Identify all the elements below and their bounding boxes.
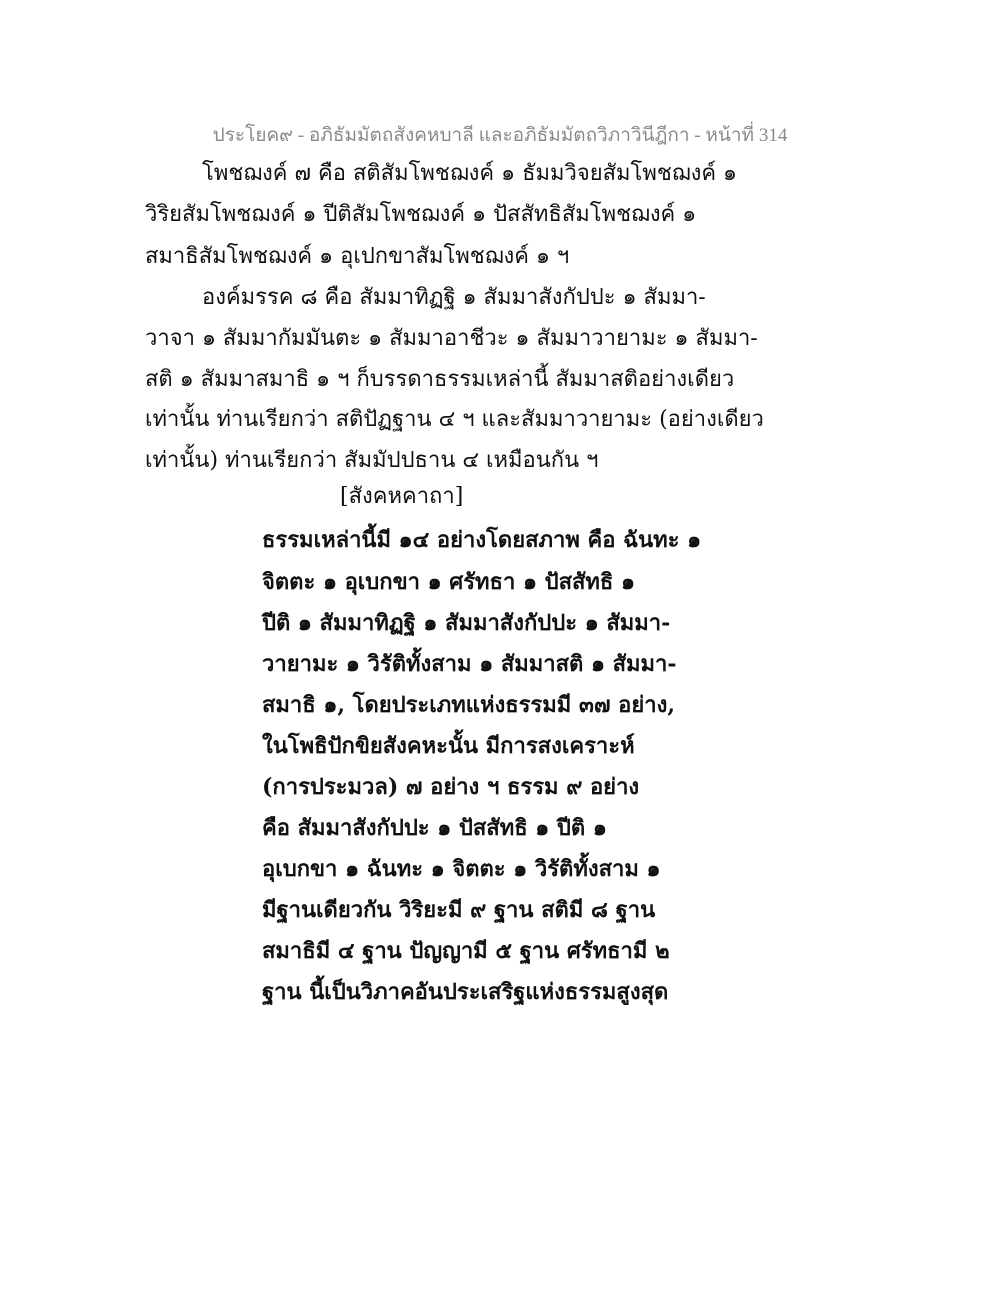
verse-line: ฐาน นี้เป็นวิภาคอันประเสริฐแห่งธรรมสูงสุด bbox=[262, 979, 669, 1005]
body-line: วาจา ๑ สัมมากัมมันตะ ๑ สัมมาอาชีวะ ๑ สัมมาวายามะ ๑ สัมมา- bbox=[145, 326, 758, 351]
page-header: ประโยค๙ - อภิธัมมัตถสังคหบาลี และอภิธัมมัตถวิภาวินีฎีกา - หน้าที่ 314 bbox=[212, 125, 788, 146]
verse-line: คือ สัมมาสังกัปปะ ๑ ปัสสัทธิ ๑ ปีติ ๑ bbox=[262, 815, 607, 841]
section-heading: [สังคหคาถา] bbox=[340, 484, 464, 509]
verse-line: วายามะ ๑ วิรัติทั้งสาม ๑ สัมมาสติ ๑ สัมมา- bbox=[262, 651, 677, 677]
verse-line: ในโพธิปักขิยสังคหะนั้น มีการสงเคราะห์ bbox=[262, 733, 635, 759]
body-line: เท่านั้น) ท่านเรียกว่า สัมมัปปธาน ๔ เหมือนกัน ฯ bbox=[145, 448, 599, 473]
body-line: โพชฌงค์ ๗ คือ สติสัมโพชฌงค์ ๑ ธัมมวิจยสัมโพชฌงค์ ๑ bbox=[202, 161, 738, 186]
body-line: สมาธิสัมโพชฌงค์ ๑ อุเปกขาสัมโพชฌงค์ ๑ ฯ bbox=[145, 244, 570, 269]
body-line: วิริยสัมโพชฌงค์ ๑ ปีติสัมโพชฌงค์ ๑ ปัสสัทธิสัมโพชฌงค์ ๑ bbox=[145, 202, 697, 227]
verse-line: ธรรมเหล่านี้มี ๑๔ อย่างโดยสภาพ คือ ฉันทะ ๑ bbox=[262, 527, 702, 553]
verse-line: อุเบกขา ๑ ฉันทะ ๑ จิตตะ ๑ วิรัติทั้งสาม ๑ bbox=[262, 856, 661, 882]
verse-line: มีฐานเดียวกัน วิริยะมี ๙ ฐาน สติมี ๘ ฐาน bbox=[262, 897, 656, 923]
verse-line: จิตตะ ๑ อุเบกขา ๑ ศรัทธา ๑ ปัสสัทธิ ๑ bbox=[262, 569, 635, 595]
verse-line: สมาธิมี ๔ ฐาน ปัญญามี ๕ ฐาน ศรัทธามี ๒ bbox=[262, 938, 670, 964]
verse-line: สมาธิ ๑, โดยประเภทแห่งธรรมมี ๓๗ อย่าง, bbox=[262, 692, 676, 718]
body-line: เท่านั้น ท่านเรียกว่า สติปัฏฐาน ๔ ฯ และสัมมาวายามะ (อย่างเดียว bbox=[145, 407, 764, 432]
body-line: สติ ๑ สัมมาสมาธิ ๑ ฯ ก็บรรดาธรรมเหล่านี้ สัมมาสติอย่างเดียว bbox=[145, 367, 735, 392]
verse-line: ปีติ ๑ สัมมาทิฏฐิ ๑ สัมมาสังกัปปะ ๑ สัมมา- bbox=[262, 610, 671, 636]
body-line: องค์มรรค ๘ คือ สัมมาทิฏฐิ ๑ สัมมาสังกัปปะ ๑ สัมมา- bbox=[202, 285, 706, 310]
verse-line: (การประมวล) ๗ อย่าง ฯ ธรรม ๙ อย่าง bbox=[262, 774, 640, 800]
